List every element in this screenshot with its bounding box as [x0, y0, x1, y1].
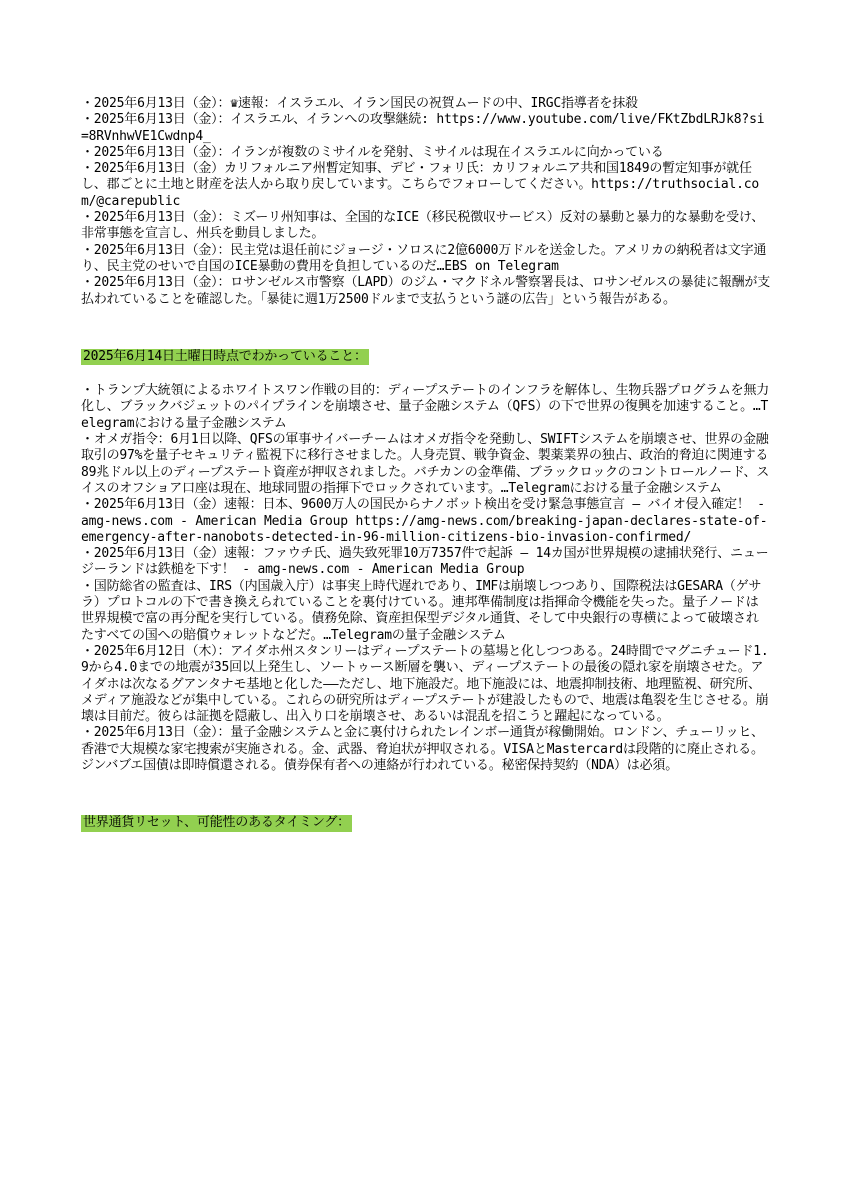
fact-item-pentagon-audit: ・国防総省の監査は、IRS（内国歳入庁）は事実上時代遅れであり、IMFは崩壊しつつあり、国際税法はGESARA（ゲサラ）プロトコルの下で書き換えられていることを裏付けている。連邦準備制度は指揮命令機能を失った。量子ノードは世界規模で富の再分配を実行している。債務免除、資産担保型デジタル通貨、そして中央銀行の専横によって破壊されたすべての国への賠償ウォレットなどだ。…Telegramの量子金融システム — [81, 578, 762, 643]
section-news-june13 — [81, 96, 771, 308]
news-item-missouri: ・2025年6月13日（金）：ミズーリ州知事は、全国的なICE（移民税徴収サービス）反対の暴動と暴力的な暴動を受け、非常事態を宣言し、州兵を動員しました。 — [81, 210, 764, 242]
news-item-lapd: ・2025年6月13日（金）：ロサンゼルス市警察（LAPD）のジム・マクドネル警察署長は、ロサンゼルスの暴徒に報酬が支払われていることを確認した。「暴徒に週1万2500ドルまで支払うという謎の広告」という報告がある。 — [81, 275, 771, 307]
news-item-soros: ・2025年6月13日（金）：民主党は退任前にジョージ・ソロスに2億6000万ドルを送金した。アメリカの納税者は文字通り、民主党のせいで自国のICE暴動の費用を負担しているのだ…EBS on Telegram — [81, 242, 767, 274]
section-heading-currency-reset: 世界通貨リセット、可能性のあるタイミング： — [83, 815, 350, 831]
section-heading-june14: 2025年6月14日土曜日時点でわかっていること： — [83, 348, 367, 364]
news-item-california: ・2025年6月13日（金）カリフォルニア州暫定知事、デビ・フォリ氏：カリフォルニア共和国1849の暫定知事が就任し、郡ごとに土地と財産を法人から取り戻しています。こちらでフォローしてください。https://truthsocial.com/@carepublic — [81, 161, 759, 209]
fact-item-qfs-rainbow: ・2025年6月13日（金）：量子金融システムと金に裏付けられたレインボー通貨が稼働開始。ロンドン、チューリッヒ、香港で大規模な家宅捜索が実施される。金、武器、脅迫状が押収される。VISAとMastercardは段階的に廃止される。ジンバブエ国債は即時償還される。債券保有者への連絡が行われている。秘密保持契約（NDA）は必須。 — [81, 725, 764, 773]
fact-item-white-swan: ・トランプ大統領によるホワイトスワン作戦の目的：ディープステートのインフラを解体し、生物兵器プログラムを無力化し、ブラックバジェットのパイプラインを崩壊させ、量子金融システム（QFS）の下で世界の復興を加速すること。…Telegramにおける量子金融システム — [81, 383, 770, 431]
news-item-israel-attack: ・2025年6月13日（金）：イスラエル、イランへの攻撃継続: https://www.youtube.com/live/FKtZbdLRJk8?si=8RVnhwVE1Cwdnp4_ — [81, 112, 765, 144]
fact-item-omega: ・オメガ指令：6月1日以降、QFSの軍事サイバーチームはオメガ指令を発動し、SWIFTシステムを崩壊させ、世界の金融取引の97%を量子セキュリティ監視下に移行させました。人身売買、戦争資金、製薬業界の独占、政治的脅迫に関連する89兆ドル以上のディープステート資産が押収されました。バチカンの金準備、ブラックロックのコントロールノード、スイスのオフショア口座は現在、地球同盟の指揮下でロックされています。…Telegramにおける量子金融システム — [81, 432, 770, 496]
fact-item-fauci: ・2025年6月13日（金）速報：ファウチ氏、過失致死罪10万7357件で起訴 — 14カ国が世界規模の逮捕状発行、ニュージーランドは鉄槌を下す！ - amg-news.com - American Media Group — [81, 546, 769, 578]
fact-item-japan: ・2025年6月13日（金）速報：日本、9600万人の国民からナノボット検出を受け緊急事態宣言 — バイオ侵入確定！ - amg-news.com - American Media Group https://amg-news.com/breaking-japan-declares-state-of-emergency-after-nanobots-detected-in-96-million-citizens-bio-invasion-confirmed/ — [81, 497, 768, 545]
section-known-facts — [81, 383, 771, 774]
fact-item-idaho: ・2025年6月12日（木）：アイダホ州スタンリーはディープステートの墓場と化しつつある。24時間でマグニチュード1.9から4.0までの地震が35回以上発生し、ソートゥース断層を襲い、ディープステートの最後の隠れ家を崩壊させた。アイダホは次なるグアンタナモ基地と化した——ただし、地下施設だ。地下施設には、地震抑制技術、地理監視、研究所、メディア施設などが集中している。これらの研究所はディープステートが建設したもので、地震は亀裂を生じさせる。崩壊は目前だ。彼らは証拠を隠蔽し、出入り口を崩壊させ、あるいは混乱を招こうと躍起になっている。 — [81, 643, 769, 725]
news-item-irgc: ・2025年6月13日（金）：♛速報：イスラエル、イラン国民の祝賀ムードの中、IRGC指導者を抹殺 — [81, 96, 638, 111]
news-item-iran-missiles: ・2025年6月13日（金）：イランが複数のミサイルを発射、ミサイルは現在イスラエルに向かっている — [81, 144, 664, 160]
document-page — [81, 96, 771, 832]
